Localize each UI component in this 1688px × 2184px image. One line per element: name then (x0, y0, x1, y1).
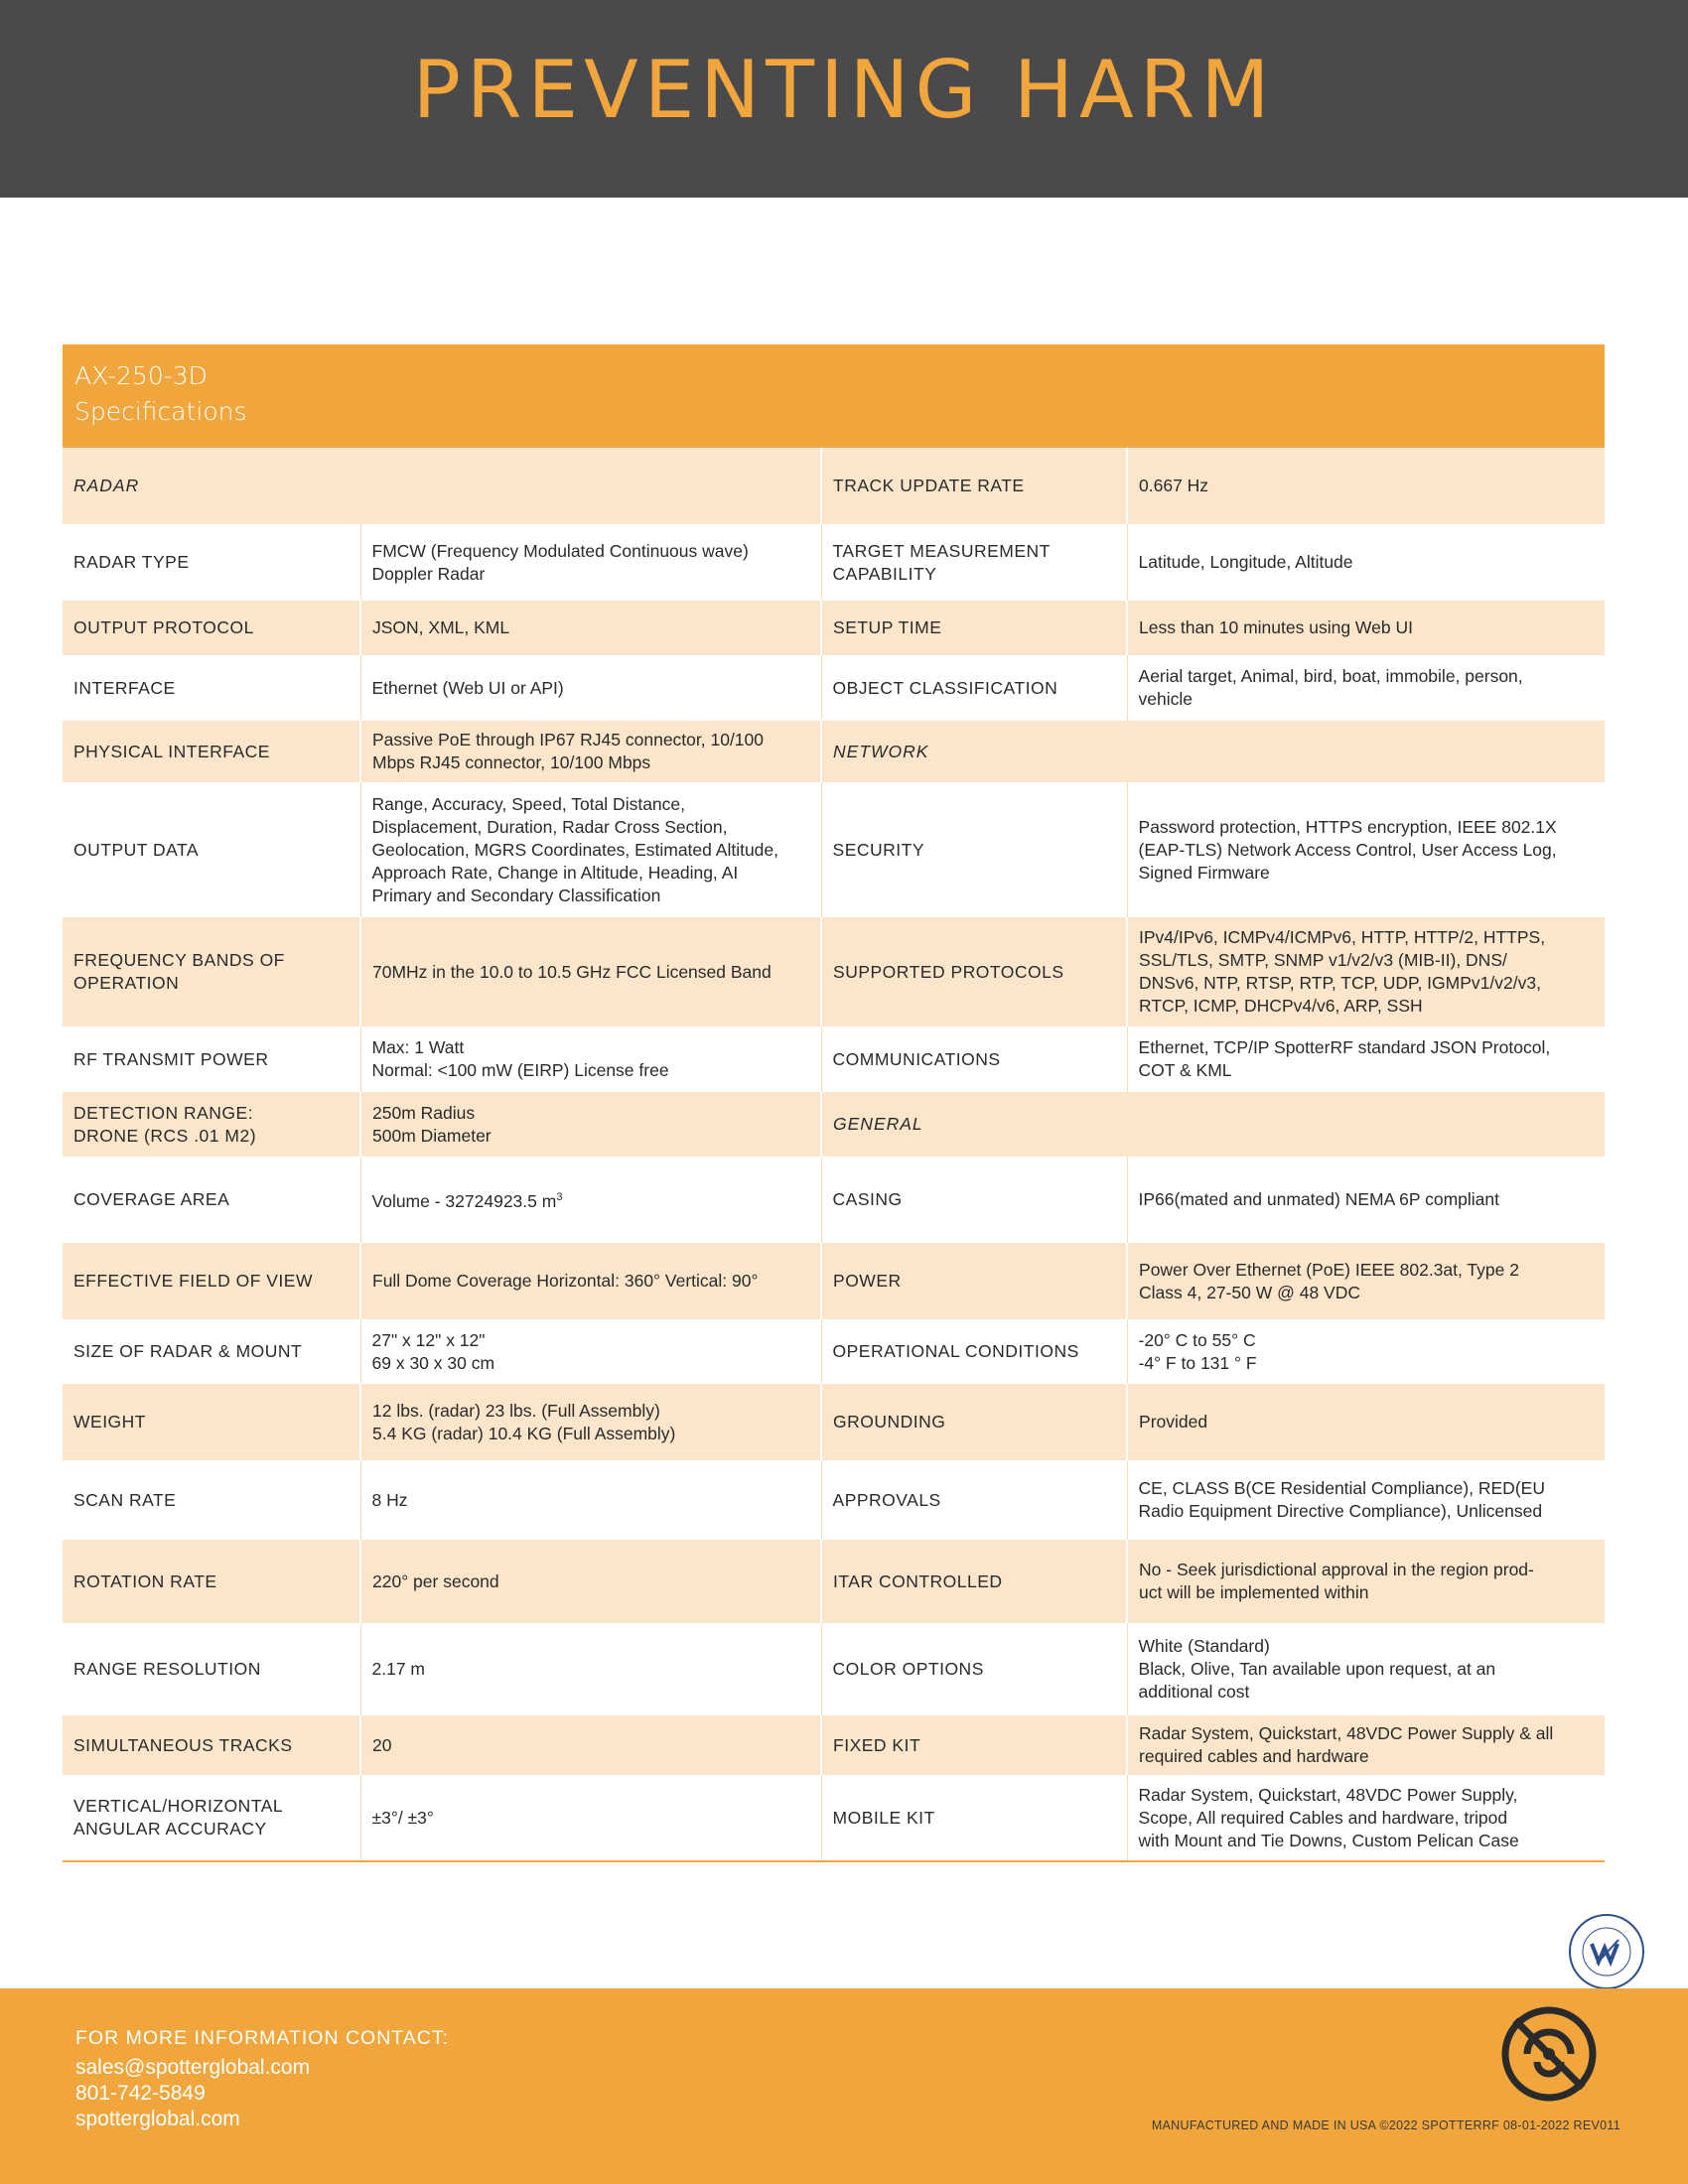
spec-label: ITAR CONTROLLED (821, 1540, 1127, 1623)
spec-row (63, 1026, 1605, 1092)
spec-value (360, 1243, 821, 1319)
spec-value: -20° C to 55° C -4° F to 131 ° F (1127, 1319, 1605, 1384)
spec-value-text: FMCW (Frequency Modulated Continuous wave) Doppler Radar (371, 540, 749, 584)
contact-phone[interactable]: 801-742-5849 (75, 2082, 206, 2105)
spec-value-text: JSON, XML, KML (372, 617, 510, 637)
spec-value (360, 917, 821, 1026)
spec-header (63, 344, 1605, 448)
spec-label: COLOR OPTIONS (821, 1623, 1127, 1715)
contact-website[interactable]: spotterglobal.com (75, 2108, 240, 2130)
spec-row (63, 1319, 1605, 1384)
spec-row (63, 917, 1605, 1026)
spec-row (63, 1092, 1605, 1157)
spec-label: FREQUENCY BANDS OF OPERATION (63, 917, 360, 1026)
spec-label: COVERAGE AREA (63, 1157, 360, 1243)
spec-value: Provided (1127, 1384, 1605, 1460)
spec-label: INTERFACE (63, 655, 360, 721)
spec-row (63, 601, 1605, 655)
spec-row (63, 1540, 1605, 1623)
section-title-network: NETWORK (821, 721, 1605, 782)
section-title-radar: RADAR (63, 448, 821, 524)
spec-value-text: Max: 1 Watt Normal: <100 mW (EIRP) License free (371, 1037, 669, 1080)
spec-value-text: Range, Accuracy, Speed, Total Distance, Displacement, Duration, Radar Cross Section, Geolocation, MGRS Coordinates, Estimated Altitude, Approach Rate, Change in Altitude, Heading, AI Primary and Secondary Classification (371, 793, 779, 905)
spec-value: IPv4/IPv6, ICMPv4/ICMPv6, HTTP, HTTP/2, HTTPS, SSL/TLS, SMTP, SNMP v1/v2/v3 (MIB-II), DNS/ DNSv6, NTP, RTSP, RTP, TCP, UDP, IGMPv1/v2/v3, RTCP, ICMP, DHCPv4/v6, ARP, SSH (1127, 917, 1605, 1026)
spec-row (63, 1775, 1605, 1861)
spec-value (360, 1540, 821, 1623)
spec-value (360, 1384, 821, 1460)
contact-email[interactable]: sales@spotterglobal.com (75, 2056, 311, 2079)
spec-row (63, 448, 1605, 524)
spec-label: RANGE RESOLUTION (63, 1623, 360, 1715)
spec-value: Power Over Ethernet (PoE) IEEE 802.3at, Type 2 Class 4, 27-50 W @ 48 VDC (1127, 1243, 1605, 1319)
spec-value: No - Seek jurisdictional approval in the region prod- uct will be implemented within (1127, 1540, 1605, 1623)
spec-value (360, 1623, 821, 1715)
spec-label: SECURITY (821, 782, 1127, 917)
model-name: AX-250-3D (74, 361, 208, 390)
spec-value-text: Volume - 32724923.5 m (371, 1190, 557, 1211)
spec-row (63, 782, 1605, 917)
spec-value: Latitude, Longitude, Altitude (1127, 524, 1605, 601)
spec-label: SCAN RATE (63, 1460, 360, 1540)
spec-label: COMMUNICATIONS (821, 1026, 1127, 1092)
spec-row (63, 1715, 1605, 1775)
spec-label: OUTPUT PROTOCOL (63, 601, 360, 655)
spec-value-text: 70MHz in the 10.0 to 10.5 GHz FCC Licensed Band (372, 961, 772, 982)
certification-badge-icon (1567, 1912, 1646, 1991)
spec-value: Passive PoE through IP67 RJ45 connector, 10/100 Mbps RJ45 connector, 10/100 Mbps (360, 721, 821, 782)
spec-label: TARGET MEASUREMENT CAPABILITY (821, 524, 1127, 601)
specifications-card (63, 344, 1605, 1862)
spec-label: GROUNDING (821, 1384, 1127, 1460)
spec-value: Less than 10 minutes using Web UI (1127, 601, 1605, 655)
spec-label: OPERATIONAL CONDITIONS (821, 1319, 1127, 1384)
spec-value: CE, CLASS B(CE Residential Compliance), RED(EU Radio Equipment Directive Compliance), Unlicensed (1127, 1460, 1605, 1540)
spec-label: DETECTION RANGE: DRONE (RCS .01 M2) (63, 1092, 360, 1157)
spec-value-text: 27" x 12" x 12" 69 x 30 x 30 cm (371, 1329, 495, 1373)
spec-value: Password protection, HTTPS encryption, IEEE 802.1X (EAP-TLS) Network Access Control, User Access Log, Signed Firmware (1127, 782, 1605, 917)
spec-label: RF TRANSMIT POWER (63, 1026, 360, 1092)
spec-label: SIZE OF RADAR & MOUNT (63, 1319, 360, 1384)
spec-value: IP66(mated and unmated) NEMA 6P compliant (1127, 1157, 1605, 1243)
spec-label: RADAR TYPE (63, 524, 360, 601)
spec-value: Radar System, Quickstart, 48VDC Power Supply, Scope, All required Cables and hardware, tripod with Mount and Tie Downs, Custom Pelican Case (1127, 1775, 1605, 1861)
header-banner (0, 0, 1688, 198)
spec-value-text: 8 Hz (371, 1489, 408, 1510)
spec-label: VERTICAL/HORIZONTAL ANGULAR ACCURACY (63, 1775, 360, 1861)
spec-value: Ethernet, TCP/IP SpotterRF standard JSON Protocol, COT & KML (1127, 1026, 1605, 1092)
spec-value (360, 655, 821, 721)
spec-label: MOBILE KIT (821, 1775, 1127, 1861)
spec-row (63, 721, 1605, 782)
spec-value (360, 1715, 821, 1775)
spec-value-text: 12 lbs. (radar) 23 lbs. (Full Assembly) 5.4 KG (radar) 10.4 KG (Full Assembly) (372, 1400, 676, 1443)
spec-label: POWER (821, 1243, 1127, 1319)
spec-value-text: ±3°/ ±3° (371, 1807, 434, 1828)
spec-value-text: Full Dome Coverage Horizontal: 360° Vertical: 90° (372, 1271, 759, 1291)
spec-value-text: Ethernet (Web UI or API) (371, 677, 564, 698)
spec-value-text: 220° per second (372, 1570, 499, 1591)
spec-value: White (Standard) Black, Olive, Tan available upon request, at an additional cost (1127, 1623, 1605, 1715)
spec-label: APPROVALS (821, 1460, 1127, 1540)
spec-value: 250m Radius 500m Diameter (360, 1092, 821, 1157)
spec-row (63, 1623, 1605, 1715)
spec-row (63, 1243, 1605, 1319)
spec-label: OBJECT CLASSIFICATION (821, 655, 1127, 721)
spec-label: SUPPORTED PROTOCOLS (821, 917, 1127, 1026)
spec-value (360, 1026, 821, 1092)
spotter-logo-icon (1499, 2004, 1599, 2104)
spec-label: OUTPUT DATA (63, 782, 360, 917)
spec-label: SIMULTANEOUS TRACKS (63, 1715, 360, 1775)
spec-value (360, 524, 821, 601)
spec-row (63, 1384, 1605, 1460)
spec-row (63, 1157, 1605, 1243)
section-title-general: GENERAL (821, 1092, 1605, 1157)
spec-value (360, 1319, 821, 1384)
spec-subtitle: Specifications (74, 397, 247, 426)
spec-value (360, 1460, 821, 1540)
footer-note: MANUFACTURED AND MADE IN USA ©2022 SPOTTERRF 08-01-2022 REV011 (1151, 2118, 1620, 2132)
spec-value-text: 2.17 m (371, 1659, 425, 1679)
spec-value (360, 601, 821, 655)
spec-label: SETUP TIME (821, 601, 1127, 655)
spec-row (63, 1460, 1605, 1540)
spec-label: ROTATION RATE (63, 1540, 360, 1623)
spec-value: 0.667 Hz (1127, 448, 1605, 524)
spec-value (360, 1157, 821, 1243)
spec-value (360, 782, 821, 917)
spec-row (63, 524, 1605, 601)
spec-row (63, 655, 1605, 721)
unit-superscript: 3 (556, 1191, 563, 1204)
spec-value-text: 20 (372, 1734, 392, 1755)
spec-label: PHYSICAL INTERFACE (63, 721, 360, 782)
page-title: PREVENTING HARM (412, 44, 1276, 136)
spec-label: FIXED KIT (821, 1715, 1127, 1775)
spec-label: EFFECTIVE FIELD OF VIEW (63, 1243, 360, 1319)
footer (0, 1988, 1688, 2184)
spec-label: WEIGHT (63, 1384, 360, 1460)
contact-label: FOR MORE INFORMATION CONTACT: (75, 2027, 450, 2049)
spec-label: TRACK UPDATE RATE (821, 448, 1127, 524)
spec-label: CASING (821, 1157, 1127, 1243)
spec-value: Aerial target, Animal, bird, boat, immobile, person, vehicle (1127, 655, 1605, 721)
spec-value: Radar System, Quickstart, 48VDC Power Supply & all required cables and hardware (1127, 1715, 1605, 1775)
spec-value (360, 1775, 821, 1861)
spec-table (63, 448, 1605, 1862)
